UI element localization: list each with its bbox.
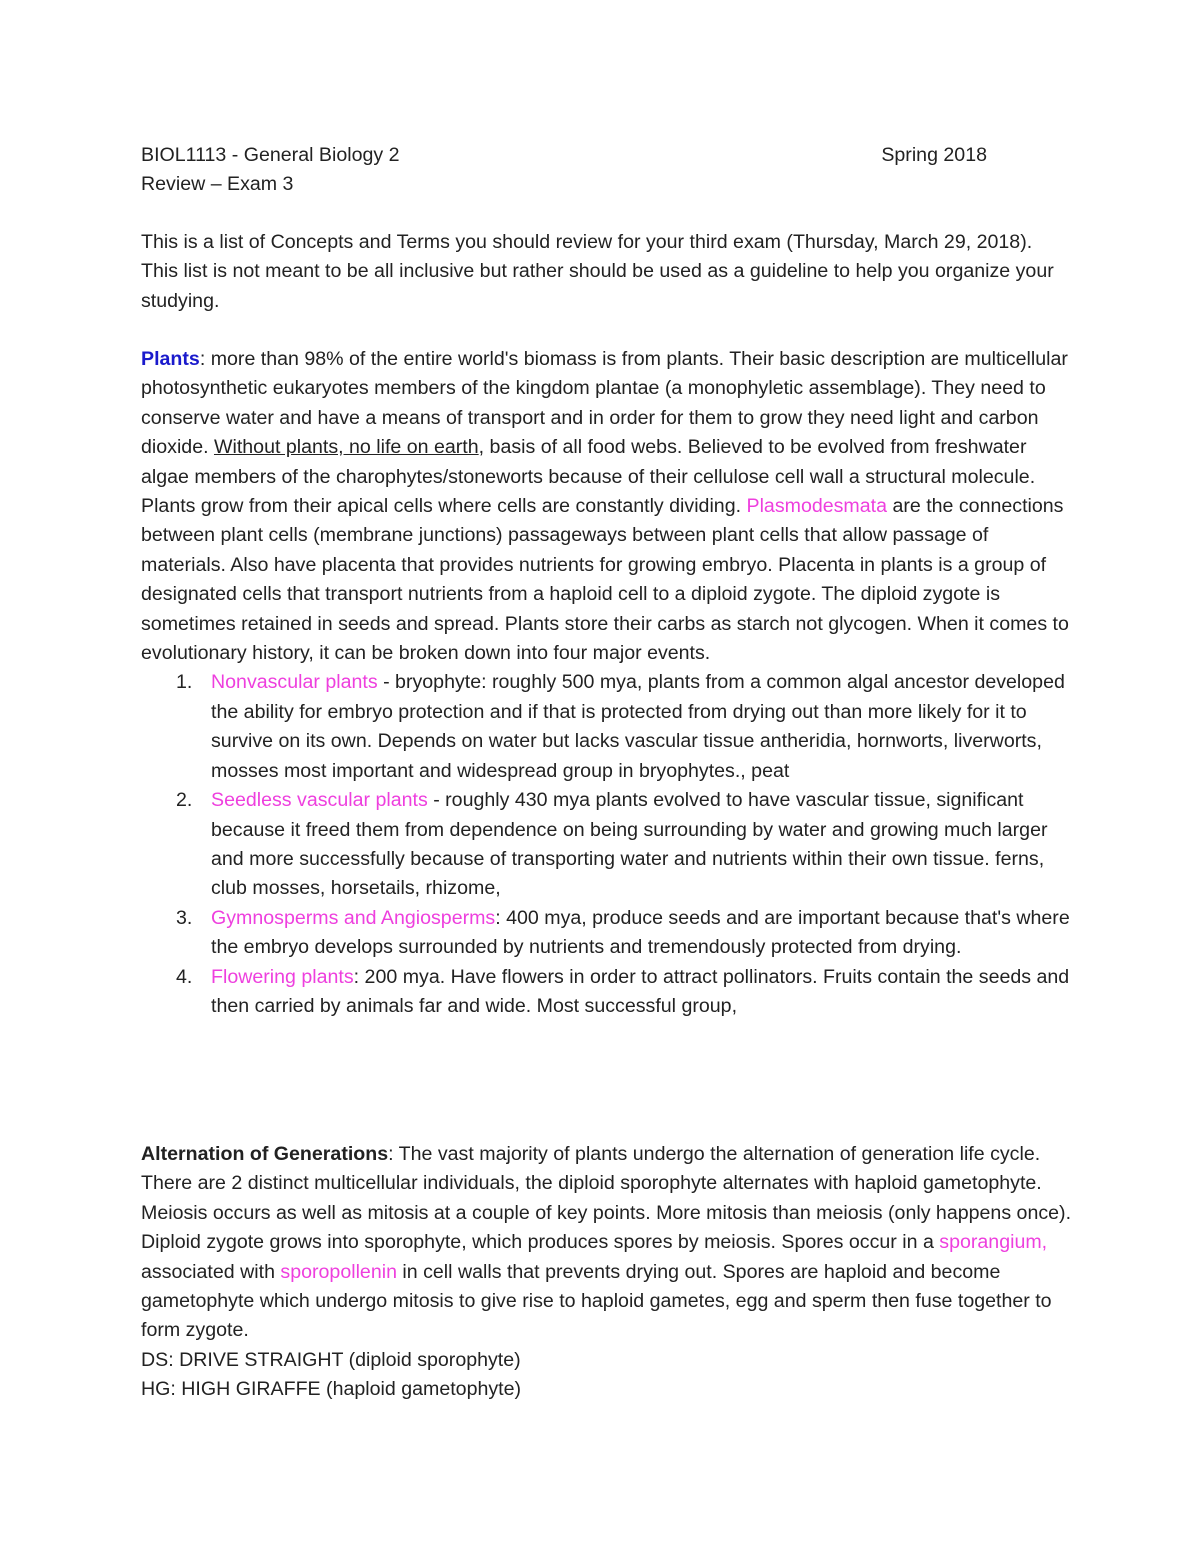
- review-subtitle: Review – Exam 3: [141, 173, 294, 196]
- plants-text-2: , basis of all food webs. Believed to be evolved from freshwater algae members of the charophytes/stoneworts because of their cellulose cell wall a structural molecule. Plants grow from their apical cells where cells are constantly dividing.: [141, 436, 1036, 518]
- plants-text-1: : more than 98% of the entire world's biomass is from plants. Their basic description are multicellular photosynthetic eukaryotes members of the kingdom plantae (a monophyletic assemblage). They need to conserve water and have a means of transport and in order for them to grow they need light and carbon dioxide.: [141, 348, 1068, 459]
- mnemonic-ds: DS: DRIVE STRAIGHT (diploid sporophyte): [141, 1348, 521, 1371]
- event-text: - bryophyte: roughly 500 mya, plants from a common algal ancestor developed the ability for embryo protection and if that is protected from drying out than more likely for it to survive on its own. Depends on water but lacks vascular tissue antheridia, hornworts, liverworts, mosses most important and widespread group in bryophytes., peat: [211, 671, 1065, 782]
- event-term: Flowering plants: [211, 965, 354, 988]
- event-text: : 200 mya. Have flowers in order to attract pollinators. Fruits contain the seeds and then carried by animals far and wide. Most successful group,: [211, 965, 1070, 1017]
- alternation-text-3: in cell walls that prevents drying out. Spores are haploid and become gametophyte which undergo mitosis to give rise to haploid gametes, egg and sperm then fuse together to form zygote.: [141, 1260, 1052, 1342]
- plants-section: [141, 345, 1071, 1021]
- list-number: 1.: [176, 671, 193, 694]
- event-text: : 400 mya, produce seeds and are important because that's where the embryo develops surrounded by nutrients and tremendously protected from drying.: [211, 906, 1070, 959]
- event-text: - roughly 430 mya plants evolved to have vascular tissue, significant because it freed them from dependence on being surrounding by water and growing much larger and more successfully because of transporting water and nutrients within their own tissue. ferns, club mosses, horsetails, rhizome,: [211, 789, 1048, 900]
- plants-paragraph: [141, 345, 1071, 668]
- plants-text-3: are the connections between plant cells (membrane junctions) passageways between plant cells that allow passage of materials. Also have placenta that provides nutrients for growing embryo. Placenta in plants is a group of designated cells that transport nutrients from a haploid cell to a diploid zygote. The diploid zygote is sometimes retained in seeds and spread. Plants store their carbs as starch not glycogen. When it comes to evolutionary history, it can be broken down into four major events.: [141, 495, 1069, 665]
- event-term: Seedless vascular plants: [211, 789, 428, 812]
- alternation-paragraph: [141, 1140, 1071, 1346]
- header-row: [141, 141, 987, 170]
- term-label: Spring 2018: [881, 144, 987, 166]
- list-number: 4.: [176, 965, 193, 988]
- intro-paragraph: This is a list of Concepts and Terms you should review for your third exam (Thursday, March 29, 2018). This list is not meant to be all inclusive but rather should be used as a guideline to help you organize your studying.: [141, 231, 1054, 312]
- course-title: BIOL1113 - General Biology 2: [141, 144, 400, 166]
- document-header: [141, 141, 1071, 200]
- plants-heading: Plants: [141, 348, 200, 370]
- list-number: 3.: [176, 906, 193, 929]
- list-item: [141, 668, 1071, 786]
- alternation-heading: Alternation of Generations: [141, 1143, 389, 1165]
- evolution-events-list: [141, 668, 1071, 1021]
- alternation-section: [141, 1140, 1071, 1405]
- list-item: [141, 786, 1071, 904]
- event-term: Nonvascular plants: [211, 671, 378, 694]
- plasmodesmata-term: Plasmodesmata: [746, 495, 887, 518]
- sporangium-term: sporangium,: [939, 1231, 1048, 1254]
- list-item: [141, 963, 1071, 1022]
- mnemonic-hg: HG: HIGH GIRAFFE (haploid gametophyte): [141, 1378, 522, 1401]
- list-item: [141, 904, 1071, 963]
- alternation-text-1: : The vast majority of plants undergo the alternation of generation life cycle. There are 2 distinct multicellular individuals, the diploid sporophyte alternates with haploid gametophyte. Meiosis occurs as well as mitosis at a couple of key points. More mitosis than meiosis (only happens once). Diploid zygote grows into sporophyte, which produces spores by meiosis. Spores occur in a: [141, 1143, 1072, 1254]
- plants-underlined-text: Without plants, no life on earth: [213, 436, 479, 459]
- alternation-text-2: associated with: [141, 1260, 281, 1283]
- sporopollenin-term: sporopollenin: [280, 1260, 397, 1283]
- event-term: Gymnosperms and Angiosperms: [211, 906, 496, 929]
- list-number: 2.: [176, 789, 193, 812]
